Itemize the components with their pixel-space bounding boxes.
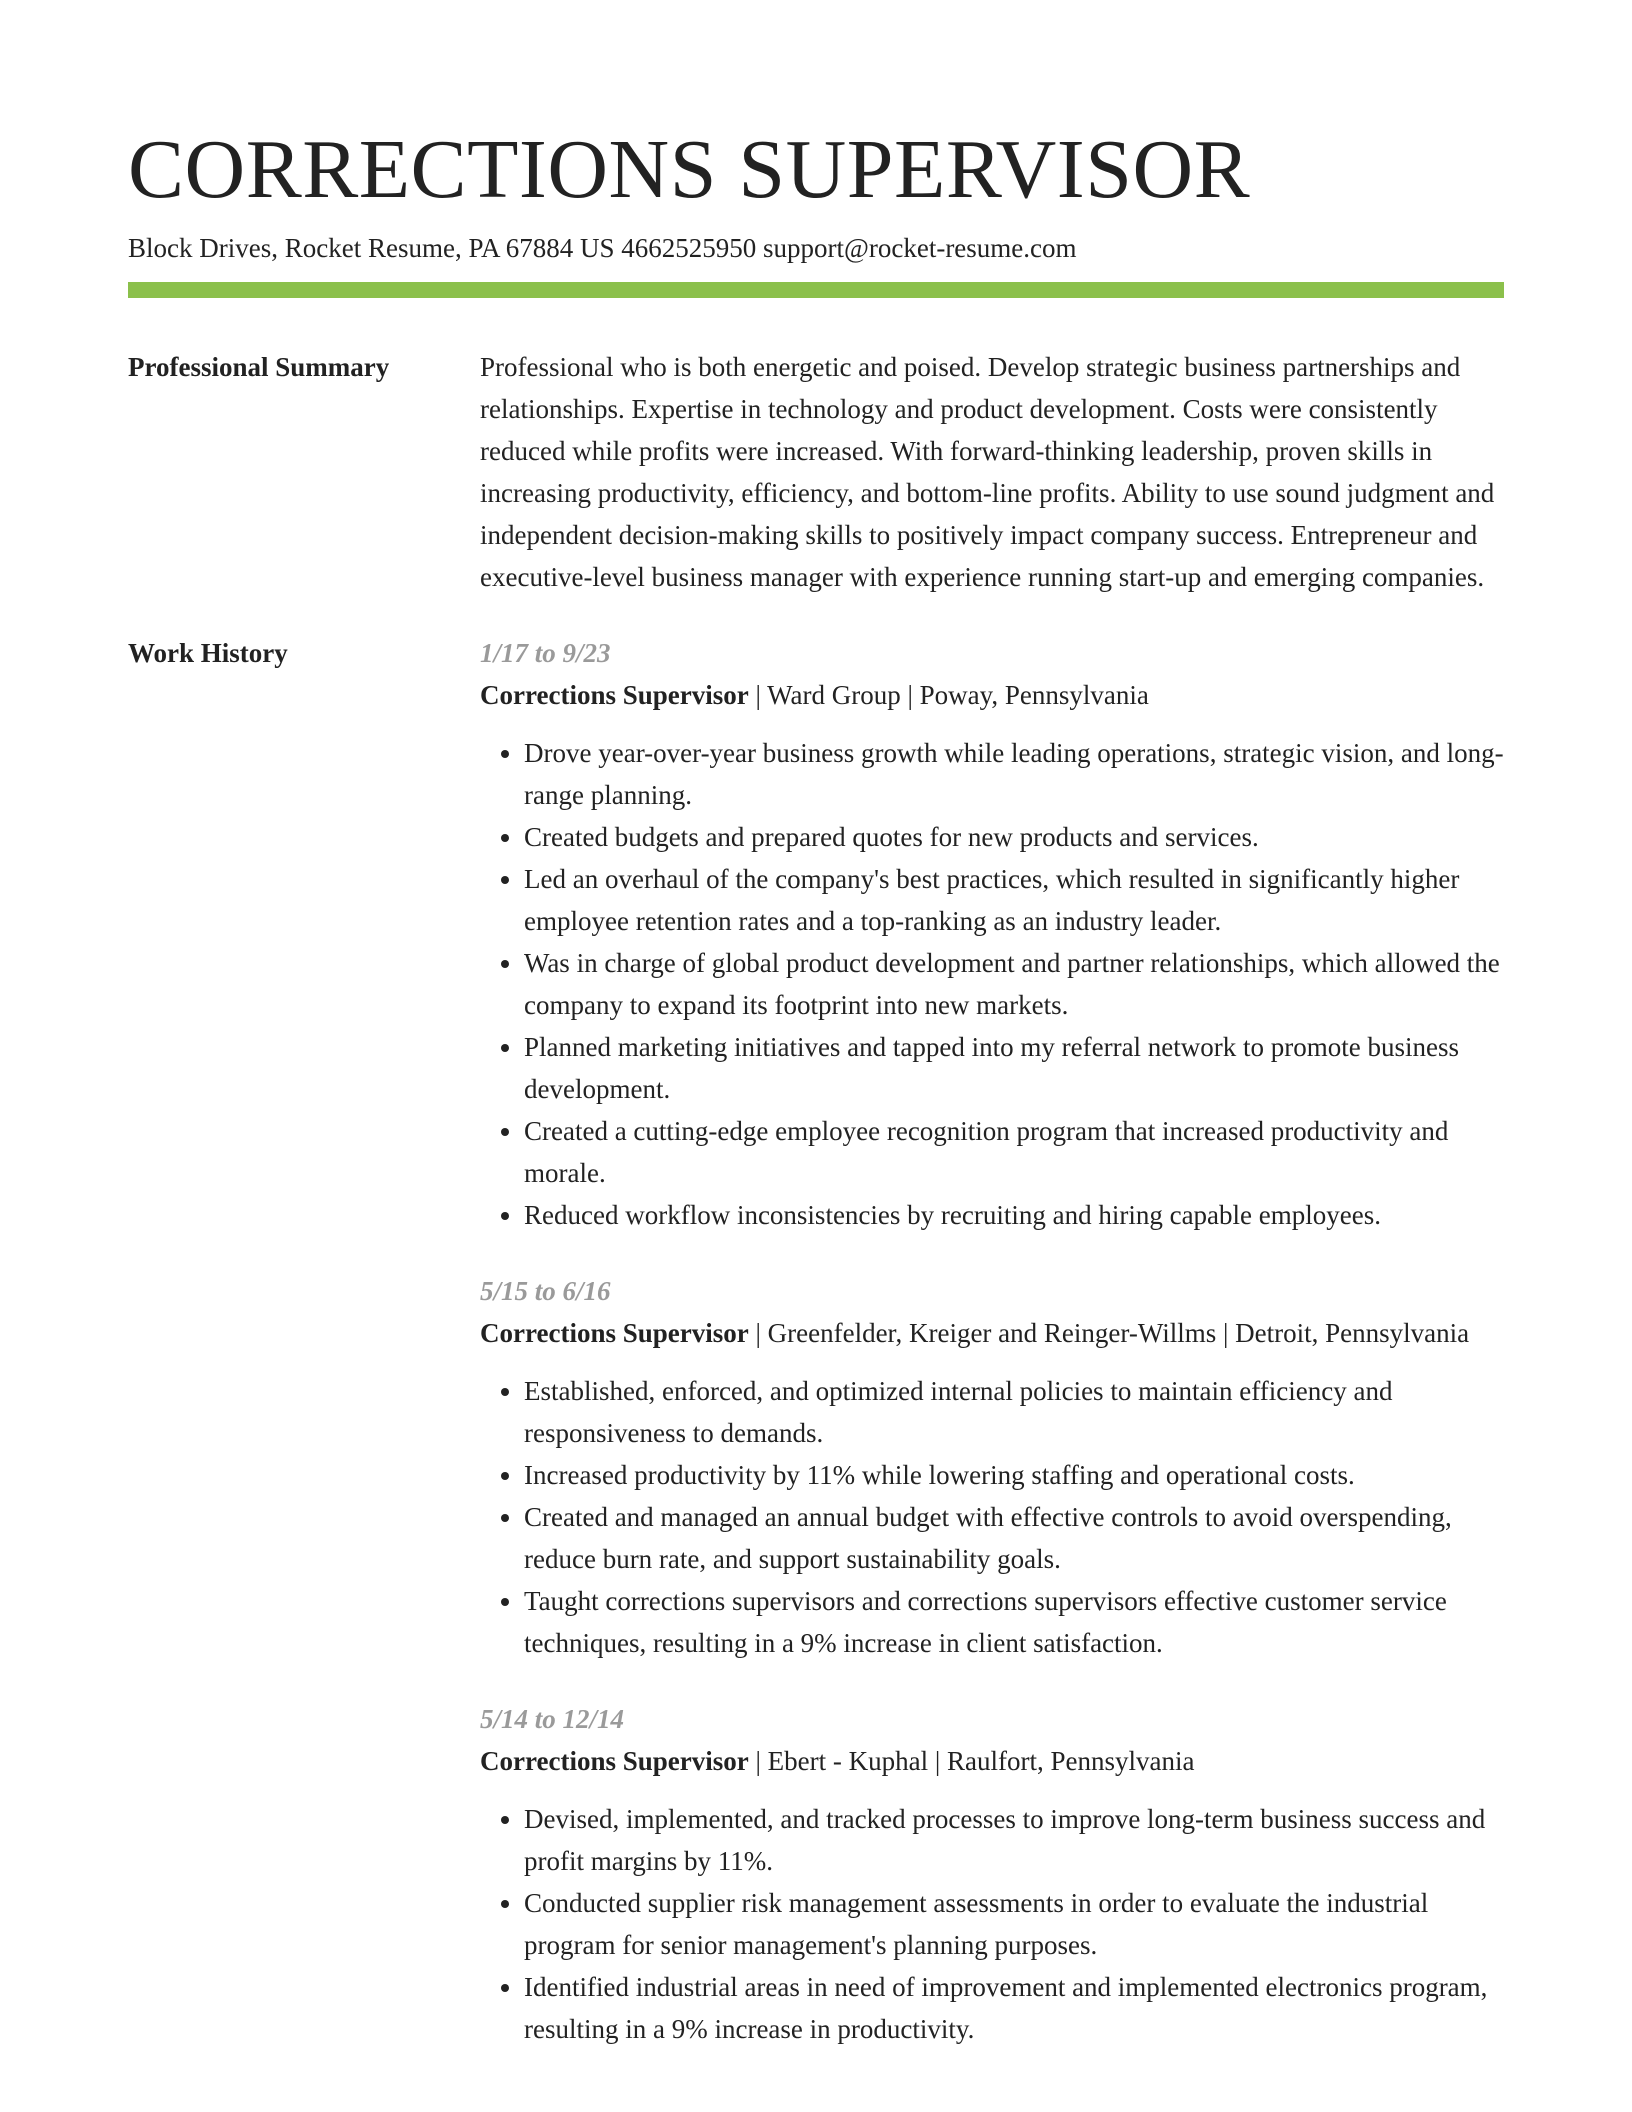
job-bullet: • Was in charge of global product development and partner relationships, which allowed the company to expand its footprint into new markets. [524,942,1504,1026]
job-bullet: • Created budgets and prepared quotes for new products and services. [524,816,1504,858]
job-bullet: • Reduced workflow inconsistencies by recruiting and hiring capable employees. [524,1194,1504,1236]
job-dates: 1/17 to 9/23 [480,638,611,668]
job-header [480,674,1504,716]
summary-text: Professional who is both energetic and poised. Develop strategic business partnerships and relationships. Expertise in technology and product development. Costs were consistently reduced while profits were increased. With forward-thinking leadership, proven skills in increasing productivity, efficiency, and bottom-line profits. Ability to use sound judgment and independent decision-making skills to positively impact company success. Entrepreneur and executive-level business manager with experience running start-up and emerging companies. [480,352,1495,592]
job-bullet: • Increased productivity by 11% while lowering staffing and operational costs. [524,1454,1504,1496]
job-entry [480,632,1504,1236]
job-bullet: • Devised, implemented, and tracked processes to improve long-term business success and profit margins by 11%. [524,1798,1504,1882]
job-bullet: • Drove year-over-year business growth while leading operations, strategic vision, and long-range planning. [524,732,1504,816]
job-entry [480,1698,1504,2050]
job-title: Corrections Supervisor [480,1318,749,1348]
job-bullet: • Established, enforced, and optimized internal policies to maintain efficiency and responsiveness to demands. [524,1370,1504,1454]
resume-page [128,120,1504,2084]
section-heading: Work History [128,638,288,668]
job-entry [480,1270,1504,1664]
job-bullet: • Conducted supplier risk management assessments in order to evaluate the industrial program for senior management's planning purposes. [524,1882,1504,1966]
job-bullet: • Led an overhaul of the company's best practices, which resulted in significantly higher employee retention rates and a top-ranking as an industry leader. [524,858,1504,942]
job-dates: 5/15 to 6/16 [480,1276,611,1306]
job-details: | Ward Group | Poway, Pennsylvania [748,680,1149,710]
job-details: | Ebert - Kuphal | Raulfort, Pennsylvania [748,1746,1195,1776]
job-bullets [480,1798,1504,2050]
contact-line: Block Drives, Rocket Resume, PA 67884 US 4662525950 support@rocket-resume.com [128,233,1077,263]
work-history-section [128,632,1504,2084]
job-dates: 5/14 to 12/14 [480,1704,625,1734]
job-header [480,1740,1504,1782]
accent-divider [128,282,1504,298]
candidate-name: CORRECTIONS SUPERVISOR [128,123,1251,216]
job-bullet: • Taught corrections supervisors and corrections supervisors effective customer service techniques, resulting in a 9% increase in client satisfaction. [524,1580,1504,1664]
job-bullet: • Created and managed an annual budget with effective controls to avoid overspending, reduce burn rate, and support sustainability goals. [524,1496,1504,1580]
job-header [480,1312,1504,1354]
job-bullets [480,1370,1504,1664]
section-heading: Professional Summary [128,352,390,382]
job-bullets [480,732,1504,1236]
job-details: | Greenfelder, Kreiger and Reinger-Willms | Detroit, Pennsylvania [748,1318,1470,1348]
job-bullet: • Identified industrial areas in need of improvement and implemented electronics program, resulting in a 9% increase in productivity. [524,1966,1504,2050]
job-title: Corrections Supervisor [480,680,749,710]
job-bullet: • Planned marketing initiatives and tapped into my referral network to promote business development. [524,1026,1504,1110]
professional-summary-section [128,346,1504,598]
job-title: Corrections Supervisor [480,1746,749,1776]
job-bullet: • Created a cutting-edge employee recognition program that increased productivity and morale. [524,1110,1504,1194]
